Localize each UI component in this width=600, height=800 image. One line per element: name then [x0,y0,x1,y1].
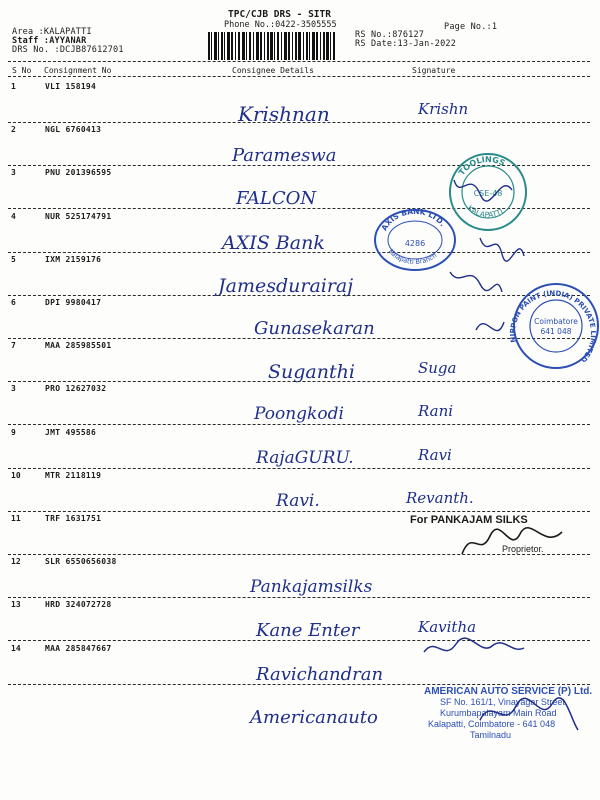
american-stamp-title: AMERICAN AUTO SERVICE (P) Ltd. [424,686,593,697]
phone-number: Phone No.:0422-3505555 [224,20,337,30]
pankajam-signature [458,524,568,564]
svg-text:Kalapatti Branch [387,247,438,265]
row-consignee-name: Suganthi [268,361,355,384]
ravichandran-signature [420,634,530,664]
row-consignment-number: NGL 6760413 [45,125,102,135]
row-separator [8,424,590,425]
row-serial-number: 13 [11,600,21,610]
nippon-stamp-pin: 641 048 [540,327,572,336]
column-header-details: Consignee Details [232,66,314,75]
row-signature: Krishn [418,100,469,118]
row-serial-number: 11 [11,514,21,523]
row-serial-number: 7 [11,341,16,351]
row-consignment-number: HRD 324072728 [45,600,112,610]
nippon-stamp-ring: NIPPON PAINT (INDIA) PRIVATE LIMITED [508,289,598,364]
row-consignee-name: Krishnan [238,102,330,126]
row-signature: Kavitha [418,618,477,637]
axis-stamp-bottom: Kalapatti Branch [386,247,439,266]
row-serial-number: 1 [11,82,16,91]
row-consignee-name: Americanauto [250,706,378,728]
row-signature: Ravi [418,445,452,464]
rs-date: RS Date:13-Jan-2022 [355,39,457,49]
axis-stamp-code: 4286 [404,239,426,248]
row-consignment-number: JMT 495586 [45,427,97,437]
row-signature: Revanth. [406,488,474,507]
toolings-stamp-top: TOOLINGS [457,154,507,178]
american-signature [474,690,584,740]
row-serial-number: 12 [11,557,21,567]
drs-number: DRS No. :DCJB87612701 [12,45,124,55]
staff-label: Staff :AYYANAR [12,36,87,46]
row-consignment-number: MAA 285985501 [45,341,112,351]
row-consignee-name: Jamesdurairaj [218,274,354,297]
row-separator [8,684,590,685]
row-consignment-number: PRO 12627032 [45,384,107,394]
sheet-title: TPC/CJB DRS - SITR [228,9,331,20]
page-number: Page No.:1 [444,22,498,32]
row-consignment-number: IXM 2159176 [45,254,102,264]
row-consignment-number: PNU 201396595 [45,168,112,178]
row-separator [8,381,590,382]
row-consignee-name: AXIS Bank [222,231,325,254]
barcode-image [208,32,336,60]
row-serial-number: 4 [11,211,16,221]
american-stamp-line3: Kalapatti, Coimbatore - 641 048 [428,719,556,729]
row-consignment-number: DPI 9980417 [45,298,102,307]
toolings-stamp-number: CSE-48 [473,189,503,198]
pankajam-proprietor-label: Proprietor. [502,544,544,554]
row-consignment-number: VLI 158194 [45,82,97,91]
row-consignee-name: Ravichandran [256,663,384,685]
row-signature: Suga [418,359,457,378]
row-separator [8,468,590,469]
row-consignment-number: MAA 285847667 [45,643,112,653]
column-header-sno: S No [12,66,32,75]
rs-number: RS No.:876127 [355,30,425,40]
row-consignee-name: RajaGURU. [256,447,354,468]
nippon-stamp-city: Coimbatore [534,317,578,326]
row-consignee-name: Kane Enter [256,620,360,642]
area-label: Area :KALAPATTI [12,27,92,37]
row-serial-number: 2 [11,125,16,135]
toolings-stamp-bottom: KALAPATTI [465,203,505,220]
column-header-consignment: Consignment No [44,66,112,75]
header-rule-bottom [8,76,590,77]
row-serial-number: 6 [11,298,16,307]
row-consignee-name: Ravi. [276,490,320,511]
row-consignment-number: NUR 525174791 [45,211,112,221]
pankajam-for-label: For PANKAJAM SILKS [410,514,528,526]
row-consignment-number: SLR 6550656038 [45,557,117,567]
row-serial-number: 9 [11,427,16,437]
american-stamp-line2: Kurumbapalayam Main Road [440,708,557,718]
axis-stamp-top: AXIS BANK LTD. [379,206,448,233]
svg-text:AXIS BANK LTD. [380,207,448,232]
row-serial-number: 14 [11,643,21,653]
row-consignee-name: FALCON [236,188,317,210]
row-signature: Rani [418,402,454,421]
row-separator [8,597,590,598]
row-serial-number: 3 [11,384,16,394]
row-consignment-number: TRF 1631751 [45,514,102,523]
row-consignee-name: Pankajamsilks [250,577,373,598]
american-stamp-line1: SF No. 161/1, Vinayagar Street [440,697,565,707]
row-serial-number: 5 [11,254,16,264]
row-consignee-name: Gunasekaran [254,318,375,339]
row-serial-number: 3 [11,168,16,178]
row-consignee-name: Poongkodi [254,404,344,425]
row-consignment-number: MTR 2118119 [45,470,102,480]
row-serial-number: 10 [11,470,21,480]
row-consignee-name: Parameswa [232,145,337,167]
header-rule-top [8,61,590,62]
american-stamp-line4: Tamilnadu [470,730,512,740]
signature-scribbles [440,160,540,360]
row-separator [8,122,590,123]
column-header-signature: Signature [412,66,456,75]
row-separator [8,511,590,512]
